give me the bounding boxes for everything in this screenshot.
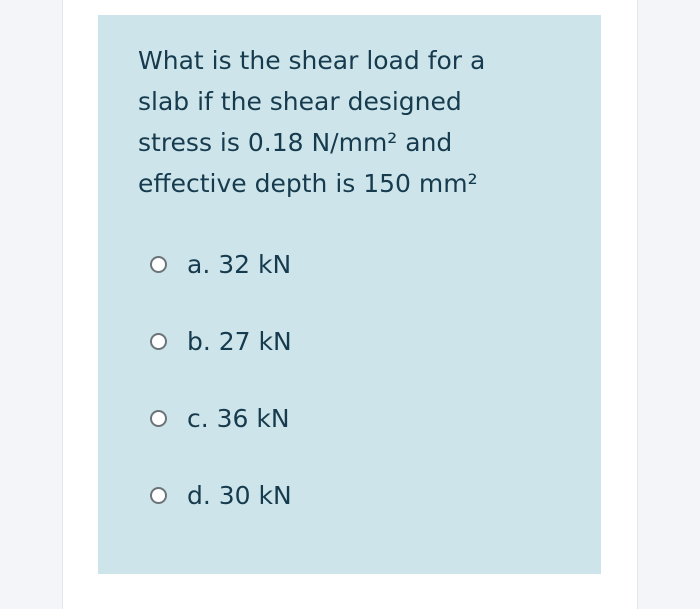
answer-option-label: b. 27 kN xyxy=(187,327,292,356)
radio-button-icon[interactable] xyxy=(150,256,167,273)
question-panel xyxy=(98,15,601,574)
answer-options xyxy=(150,244,510,552)
question-text xyxy=(138,40,578,204)
answer-option-label: c. 36 kN xyxy=(187,404,290,433)
answer-option-c[interactable] xyxy=(150,398,510,439)
answer-option-label: a. 32 kN xyxy=(187,250,292,279)
question-line-1: What is the shear load for a xyxy=(138,46,486,75)
answer-option-a[interactable] xyxy=(150,244,510,285)
answer-option-label: d. 30 kN xyxy=(187,481,292,510)
radio-button-icon[interactable] xyxy=(150,487,167,504)
answer-option-d[interactable] xyxy=(150,475,510,516)
question-line-3: stress is 0.18 N/mm² and xyxy=(138,128,453,157)
question-line-2: slab if the shear designed xyxy=(138,87,462,116)
radio-button-icon[interactable] xyxy=(150,410,167,427)
answer-option-b[interactable] xyxy=(150,321,510,362)
radio-button-icon[interactable] xyxy=(150,333,167,350)
question-line-4: effective depth is 150 mm² xyxy=(138,169,478,198)
